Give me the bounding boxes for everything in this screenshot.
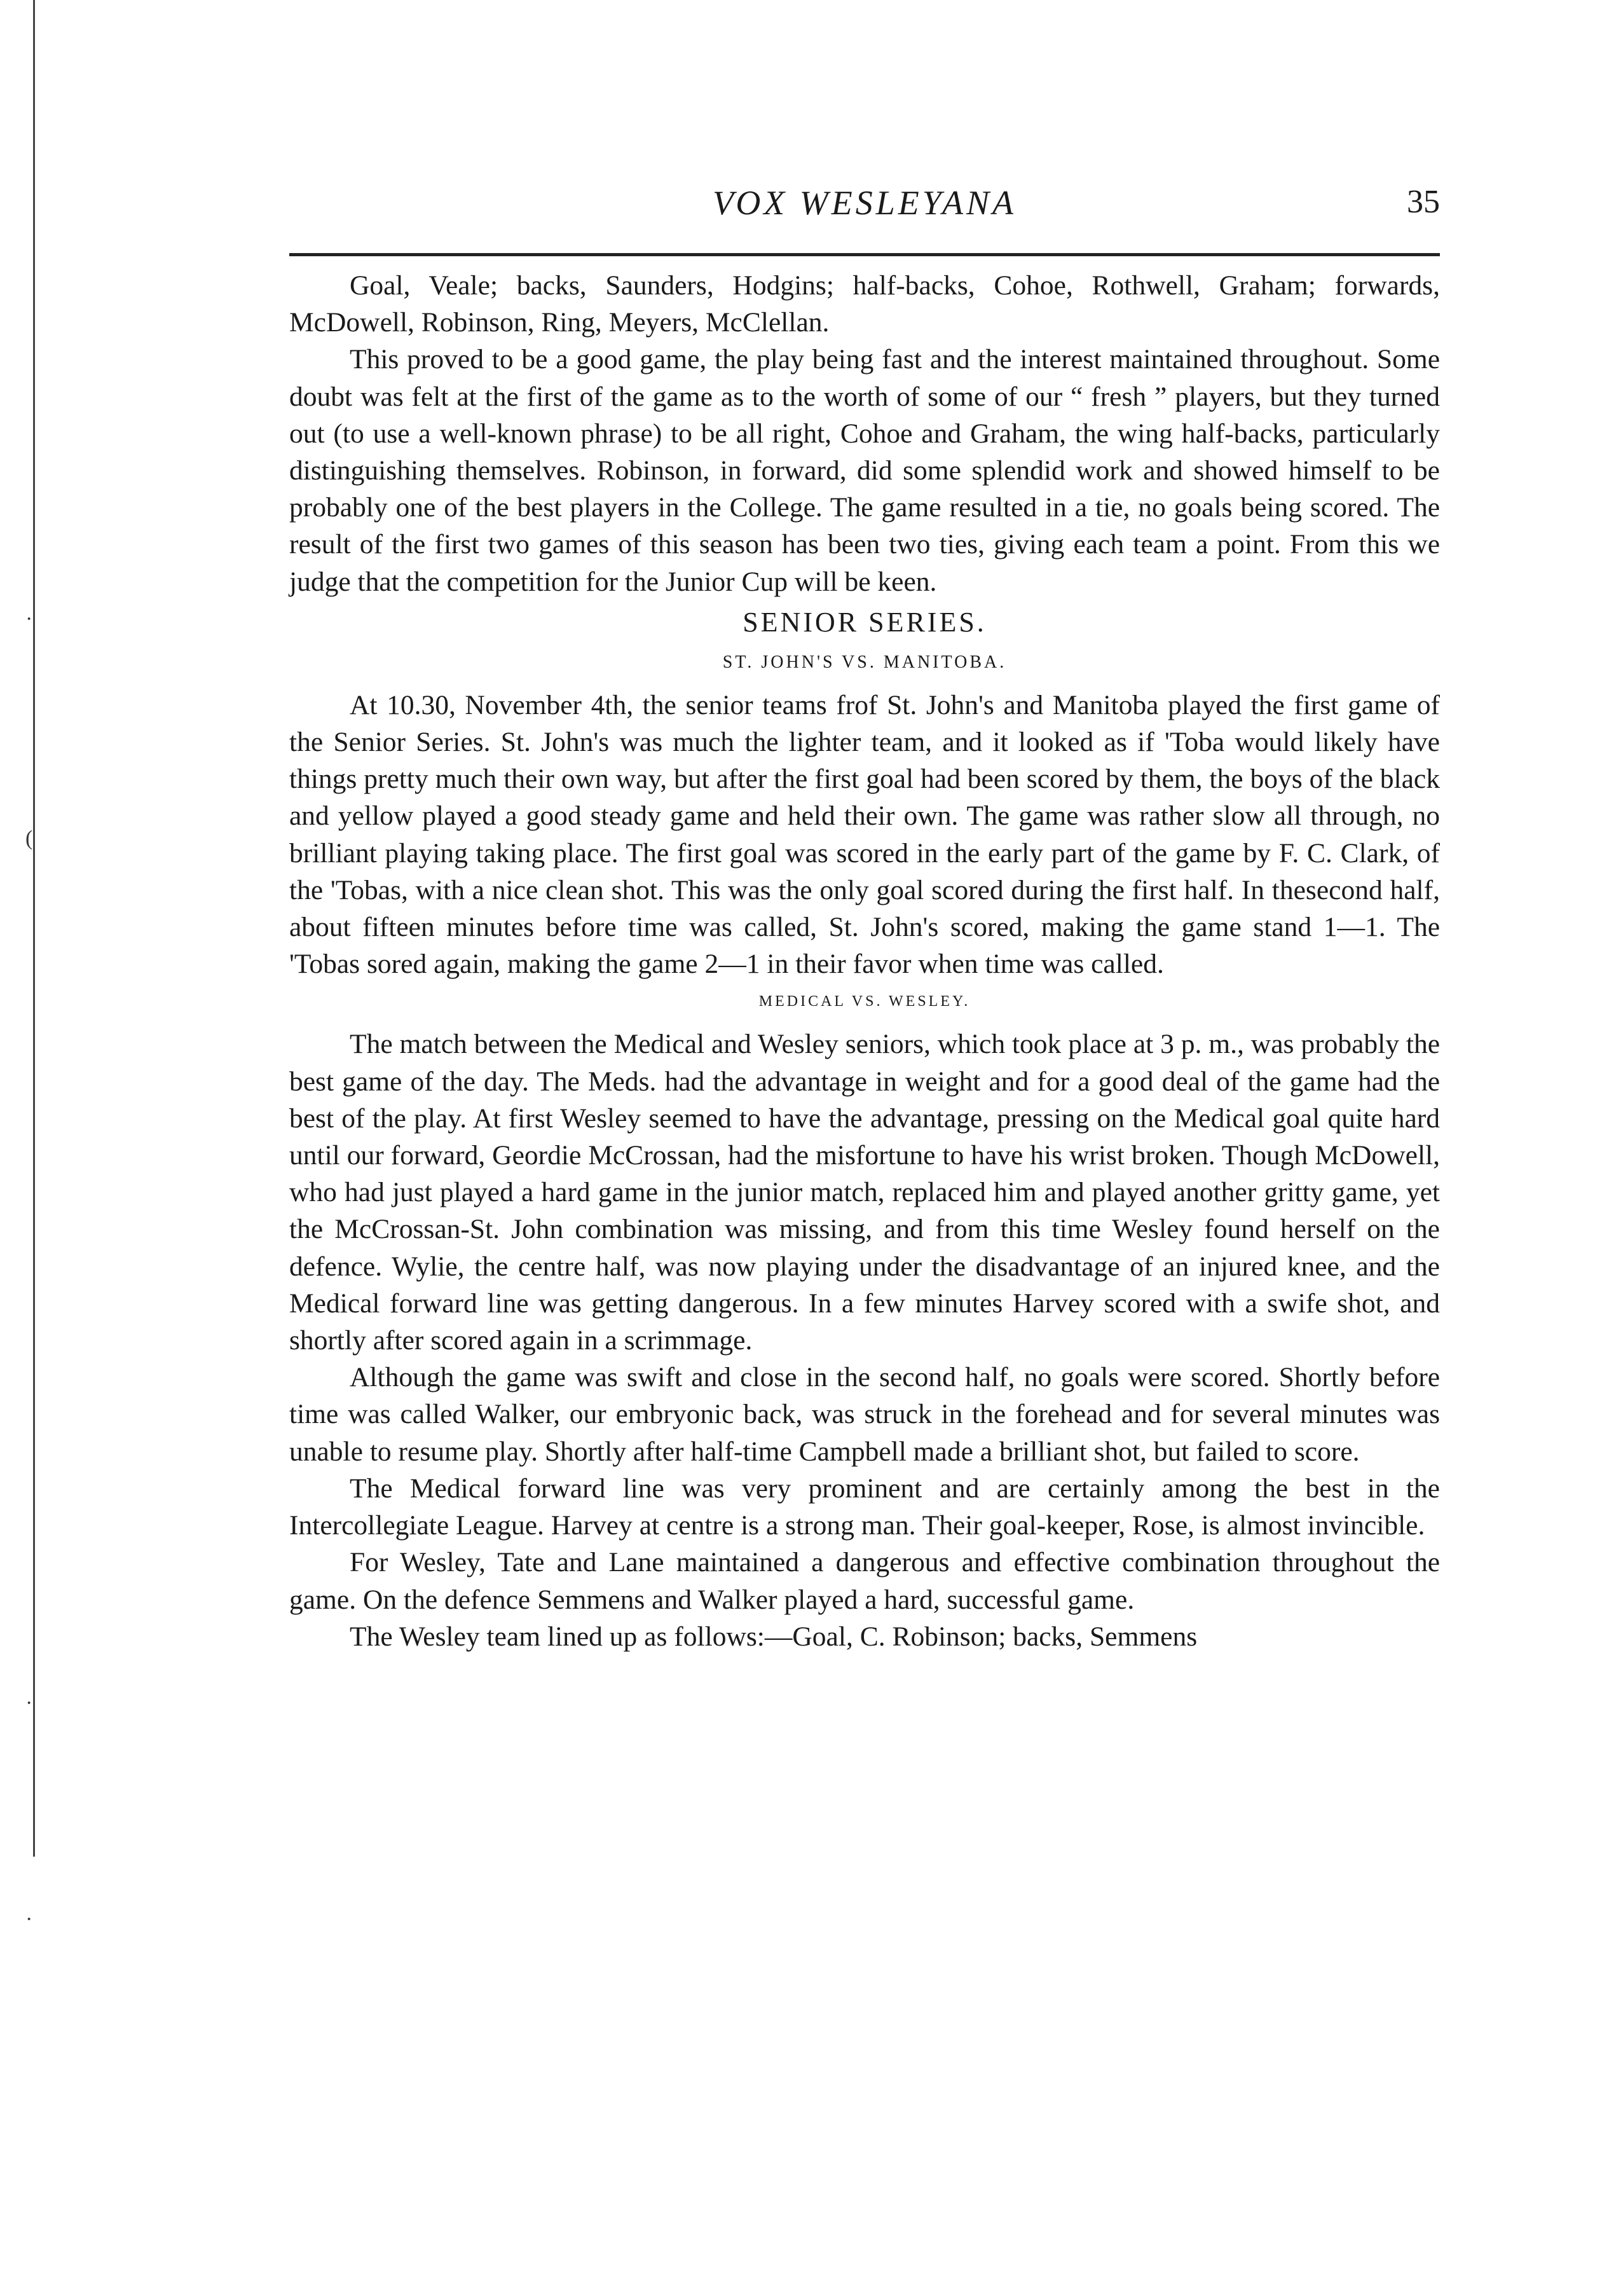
paragraph-wesley-players: For Wesley, Tate and Lane maintained a dangerous and effective combination throughout the game. On the defence Semmens and Walker played a hard, successful game. bbox=[289, 1547, 1440, 1615]
paragraph-second-half: Although the game was swift and close in the second half, no goals were scored. Shortly before time was called Walker, our embryonic back, was struck in the forehead and for several minutes was unable to resume play. Shortly after half-time Campbell made a brilliant shot, but failed to score. bbox=[289, 1362, 1440, 1467]
paragraph-medical-wesley: The match between the Medical and Wesley seniors, which took place at 3 p. m., was probably the best game of the day. The Meds. had the advantage in weight and for a good deal of the game had the best of the play. At first Wesley seemed to have the advantage, pressing on the Medical goal quite hard until our forward, Geordie McCrossan, had the misfortune to have his wrist broken. Though McDowell, who had just played a hard game in the junior match, replaced him and played another gritty game, yet the McCrossan-St. John combination was missing, and from this time Wesley found herself on the defence. Wylie, the centre half, was now playing under the disadvantage of an injured knee, and the Medical forward line was getting dangerous. In a few minutes Harvey scored with a swife shot, and shortly after scored again in a scrimmage. bbox=[289, 1029, 1440, 1356]
paragraph-medical-forwards: The Medical forward line was very prominent and are certainly among the best in the Intercollegiate League. Harvey at centre is a strong man. Their goal-keeper, Rose, is almost invincible. bbox=[289, 1473, 1440, 1541]
senior-series-heading: SENIOR SERIES. bbox=[743, 606, 987, 638]
page-header bbox=[289, 183, 1440, 234]
match-heading-medical-wesley: MEDICAL VS. WESLEY. bbox=[758, 993, 971, 1010]
page-number: 35 bbox=[1407, 184, 1440, 220]
edge-mark: ( bbox=[25, 827, 33, 850]
paragraph-junior-report: This proved to be a good game, the play being fast and the interest maintained throughout. Some doubt was felt at the first of the game as to the worth of some of our “ fresh ” players, but they turned out (to use a well-known phrase) to be all right, Cohoe and Graham, the wing half-backs, particularly distinguishing themselves. Robinson, in forward, did some splendid work and showed himself to be probably one of the best players in the College. The game resulted in a tie, no goals being scored. The result of the first two games of this season has been two ties, giving each team a point. From this we judge that the competition for the Junior Cup will be keen. bbox=[289, 344, 1440, 597]
header-rule bbox=[289, 253, 1440, 256]
match-heading-st-johns-manitoba: ST. JOHN'S VS. MANITOBA. bbox=[722, 652, 1007, 672]
paragraph-lineup-junior: Goal, Veale; backs, Saunders, Hodgins; half-backs, Cohoe, Rothwell, Graham; forwards, McDowell, Robinson, Ring, Meyers, McClellan. bbox=[289, 270, 1440, 338]
edge-mark: · bbox=[25, 1908, 33, 1931]
paragraph-wesley-lineup: The Wesley team lined up as follows:—Goal, C. Robinson; backs, Semmens bbox=[350, 1621, 1198, 1652]
article-body bbox=[289, 267, 1440, 1655]
running-title: VOX WESLEYANA bbox=[712, 184, 1017, 222]
edge-mark: · bbox=[25, 1691, 33, 1715]
edge-mark: · bbox=[25, 607, 33, 631]
page-edge bbox=[33, 0, 35, 1857]
paragraph-st-johns-manitoba: At 10.30, November 4th, the senior teams frof St. John's and Manitoba played the first game of the Senior Series. St. John's was much the lighter team, and it looked as if 'Toba would likely have things pretty much their own way, but after the first goal had been scored by them, the boys of the black and yellow played a good steady game and held their own. The game was rather slow all through, no brilliant playing taking place. The first goal was scored in the early part of the game by F. C. Clark, of the 'Tobas, with a nice clean shot. This was the only goal scored during the first half. In thesecond half, about fifteen minutes before time was called, St. John's scored, making the game stand 1—1. The 'Tobas sored again, making the game 2—1 in their favor when time was called. bbox=[289, 689, 1440, 980]
